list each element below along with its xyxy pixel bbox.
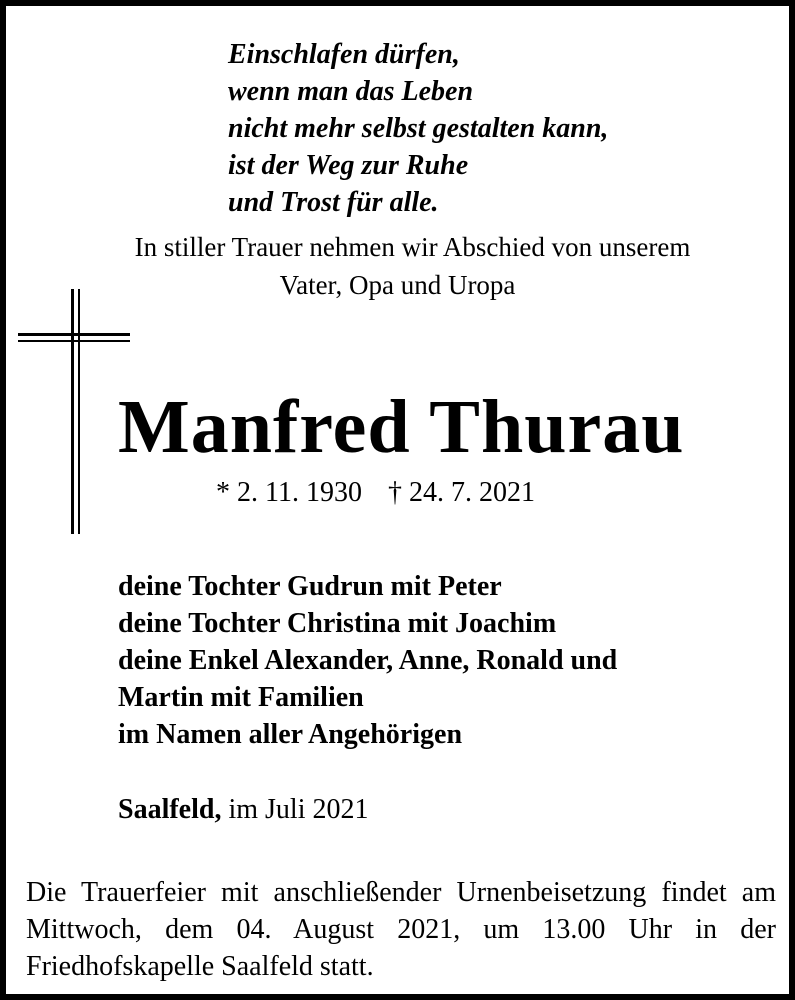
birth-date: * 2. 11. 1930 xyxy=(216,477,362,508)
poem-line: und Trost für alle. xyxy=(228,187,439,218)
mourner-line: Martin mit Familien xyxy=(118,682,364,713)
place-date-line xyxy=(118,792,368,828)
mourners-list xyxy=(118,568,617,753)
intro-line: In stiller Trauer nehmen wir Abschied von unserem xyxy=(134,232,691,262)
intro-line: Vater, Opa und Uropa xyxy=(279,270,516,300)
mourner-line: deine Tochter Gudrun mit Peter xyxy=(118,571,502,602)
mourner-line: deine Tochter Christina mit Joachim xyxy=(118,608,557,639)
poem-line: ist der Weg zur Ruhe xyxy=(228,150,469,181)
notice-date: im Juli 2021 xyxy=(228,794,369,825)
poem xyxy=(228,36,608,221)
poem-line: Einschlafen dürfen, xyxy=(228,39,460,70)
mourner-line: im Namen aller Angehörigen xyxy=(118,719,463,750)
mourner-line: deine Enkel Alexander, Anne, Ronald und xyxy=(118,645,618,676)
death-date: † 24. 7. 2021 xyxy=(387,477,535,508)
poem-line: wenn man das Leben xyxy=(228,76,474,107)
place-name: Saalfeld, xyxy=(118,794,222,825)
deceased-name: Manfred Thurau xyxy=(118,385,685,469)
funeral-service-info: Die Trauerfeier mit anschließender Urnenbeisetzung findet am Mittwoch, dem 04. August 2021, um 13.00 Uhr in der Friedhofskapelle Saalfeld statt. xyxy=(26,877,776,982)
cross-icon xyxy=(18,289,130,534)
life-dates xyxy=(216,476,535,510)
poem-line: nicht mehr selbst gestalten kann, xyxy=(228,113,609,144)
